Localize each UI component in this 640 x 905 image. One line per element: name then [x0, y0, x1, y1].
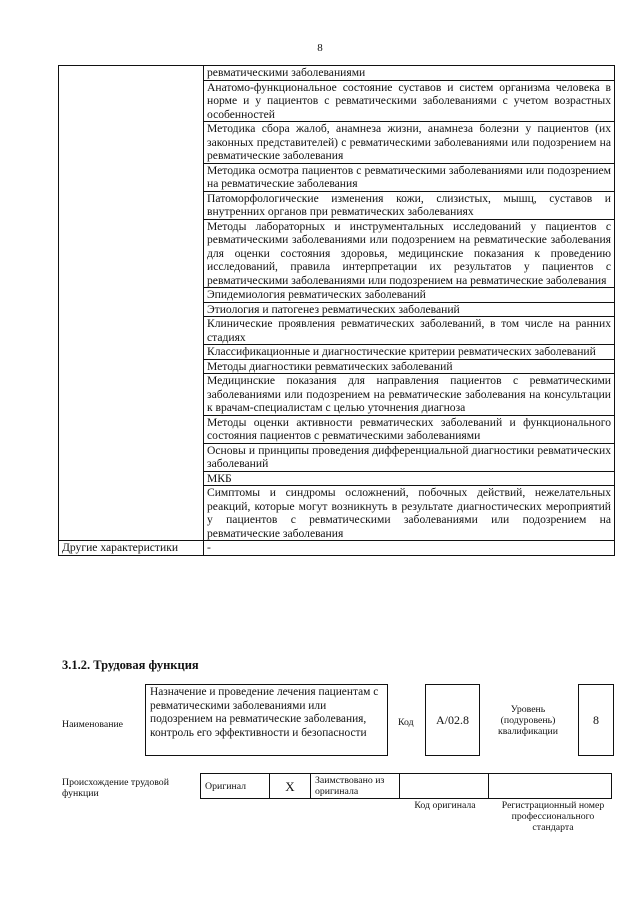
name-label: Наименование [62, 719, 124, 730]
other-characteristics-label: Другие характеристики [59, 541, 204, 556]
knowledge-item: Методы диагностики ревматических заболеваний [204, 359, 615, 374]
knowledge-item: МКБ [204, 471, 615, 486]
code-label: Код [398, 717, 414, 728]
knowledge-label-cell [59, 66, 204, 541]
function-name-box: Назначение и проведение лечения пациентам с ревматическими заболеваниями или подозрением на ревматические заболевания, контроль его эффективности и безопасности [145, 684, 388, 756]
original-code-caption: Код оригинала [414, 800, 476, 811]
original-mark: X [270, 774, 311, 799]
original-code-cell [400, 774, 489, 799]
knowledge-item: Анатомо-функциональное состояние суставов и систем организма человека в норме и у пациентов с ревматическими заболеваниями с учетом возрастных особенностей [204, 80, 615, 122]
knowledge-item: Методика сбора жалоб, анамнеза жизни, анамнеза болезни у пациентов (их законных представителей) с ревматическими заболеваниями или подозрением на ревматические заболевания [204, 122, 615, 164]
knowledge-item: Симптомы и синдромы осложнений, побочных действий, нежелательных реакций, которые могут возникнуть в результате диагностических мероприятий у пациентов с ревматическими заболеваниями или подозрением на ревматические заболевания [204, 486, 615, 541]
knowledge-item: Основы и принципы проведения дифференциальной диагностики ревматических заболеваний [204, 443, 615, 471]
knowledge-item: Методы лабораторных и инструментальных исследований у пациентов с ревматическими заболеваниями или подозрением на ревматические заболевания для оценки состояния здоровья, медицинские показания к проведению исследований, правила интерпретации их результатов у пациентов с ревматическими заболеваниями или подозрением на ревматические заболевания [204, 219, 615, 288]
knowledge-item: Методы оценки активности ревматических заболеваний и функционального состояния пациентов с ревматическими заболеваниями [204, 415, 615, 443]
page-number: 8 [317, 42, 323, 54]
borrowed-label: Заимствовано из оригинала [311, 774, 400, 799]
knowledge-item: Патоморфологические изменения кожи, слизистых, мышц, суставов и внутренних органов при ревматических заболеваниях [204, 191, 615, 219]
knowledge-item: ревматическими заболеваниями [204, 66, 615, 81]
knowledge-item: Методика осмотра пациентов с ревматическими заболеваниями или подозрением на ревматические заболевания [204, 163, 615, 191]
original-label: Оригинал [201, 774, 270, 799]
code-value-box: A/02.8 [425, 684, 480, 756]
other-characteristics-value: - [204, 541, 615, 556]
knowledge-item: Классификационные и диагностические критерии ревматических заболеваний [204, 345, 615, 360]
requirements-table [58, 65, 615, 556]
section-heading: 3.1.2. Трудовая функция [62, 658, 199, 672]
knowledge-item: Медицинские показания для направления пациентов с ревматическими заболеваниями или подозрением на ревматические заболевания на консультации к врачам-специалистам с целью уточнения диагноза [204, 374, 615, 416]
knowledge-item: Эпидемиология ревматических заболеваний [204, 288, 615, 303]
qualification-level-label: Уровень (подуровень) квалификации [497, 704, 559, 737]
registration-number-caption: Регистрационный номер профессионального стандарта [501, 800, 605, 833]
registration-number-cell [489, 774, 612, 799]
knowledge-item: Этиология и патогенез ревматических заболеваний [204, 302, 615, 317]
knowledge-item: Клинические проявления ревматических заболеваний, в том числе на ранних стадиях [204, 317, 615, 345]
origin-label: Происхождение трудовой функции [62, 777, 169, 799]
qualification-level-box: 8 [578, 684, 614, 756]
origin-table [200, 773, 612, 799]
